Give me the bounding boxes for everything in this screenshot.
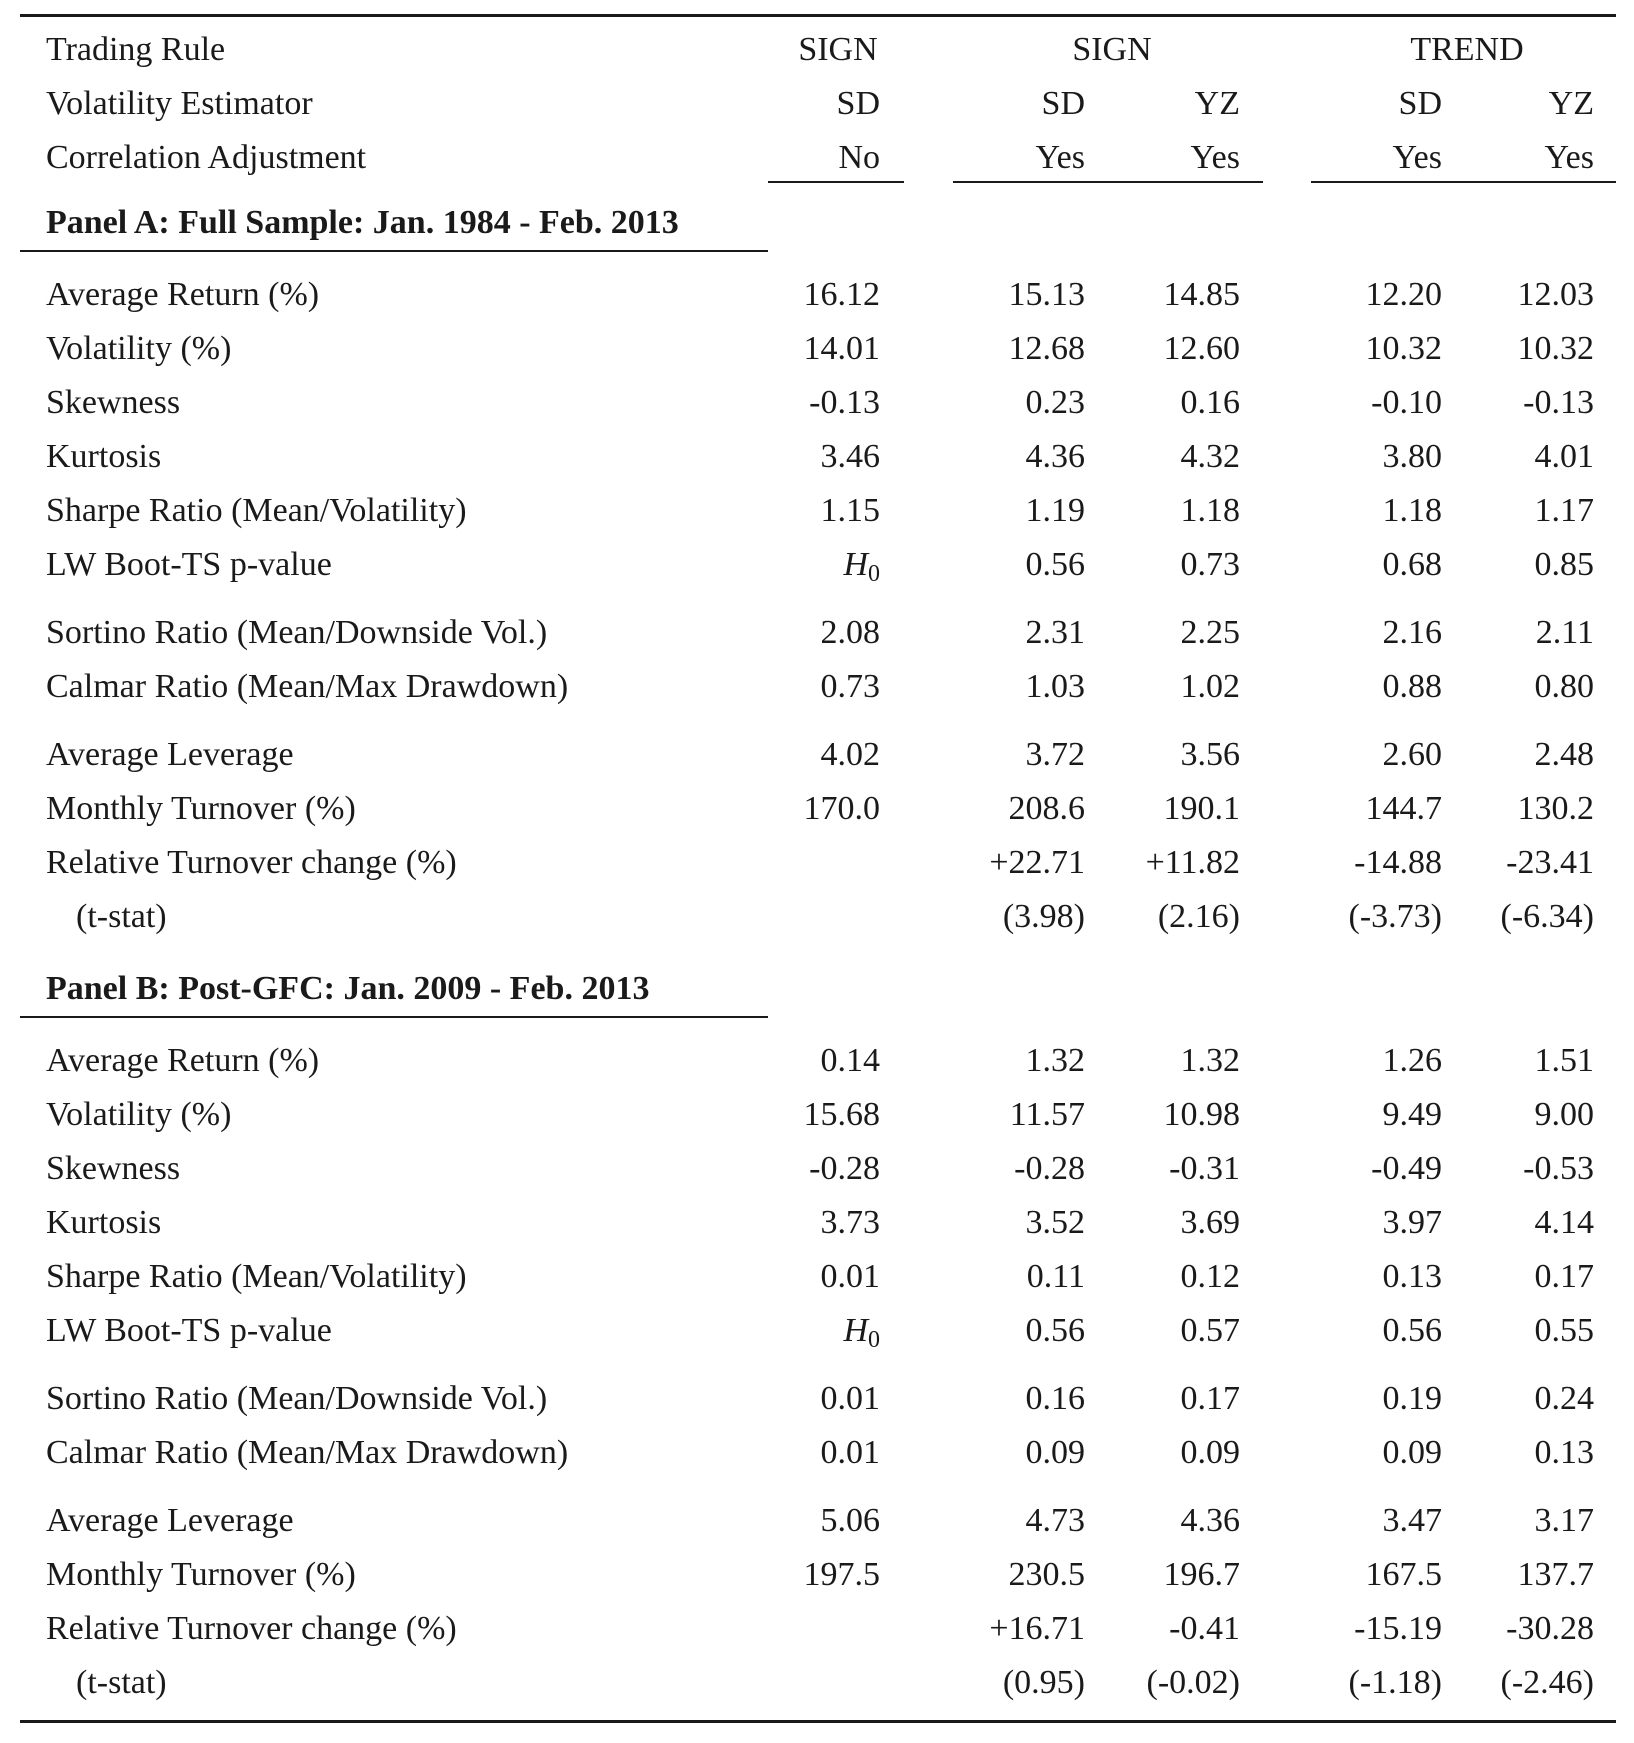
table-cell: 1.15: [820, 492, 880, 529]
row-label: Average Leverage: [46, 736, 294, 773]
row-label: Average Leverage: [46, 1502, 294, 1539]
header-estimator: SD: [1041, 85, 1085, 122]
table-cell: 0.13: [1382, 1258, 1442, 1295]
table-cell: 2.25: [1180, 614, 1240, 651]
group-underline: [1311, 181, 1616, 183]
group-underline: [768, 181, 904, 183]
table-cell: 3.17: [1534, 1502, 1594, 1539]
table-cell: 1.26: [1382, 1042, 1442, 1079]
table-cell: 1.03: [1025, 668, 1085, 705]
table-cell: (-0.02): [1146, 1664, 1240, 1701]
table-cell: 3.97: [1382, 1204, 1442, 1241]
table-cell: -0.41: [1169, 1610, 1240, 1647]
header-adjustment: Yes: [1392, 139, 1442, 176]
table-cell: 9.00: [1534, 1096, 1594, 1133]
table-cell: -0.13: [1523, 384, 1594, 421]
panel-title-rule: [20, 1016, 768, 1018]
table-cell: -0.49: [1371, 1150, 1442, 1187]
table-cell: 4.02: [820, 736, 880, 773]
table-cell: 1.32: [1025, 1042, 1085, 1079]
null-hypothesis-cell: $H_0$: [843, 546, 880, 587]
table-cell: -0.31: [1169, 1150, 1240, 1187]
table-cell: -0.28: [1014, 1150, 1085, 1187]
table-cell: 0.01: [820, 1258, 880, 1295]
table-cell: (-6.34): [1500, 898, 1594, 935]
panel-title-rule: [20, 250, 768, 252]
row-label: Relative Turnover change (%): [46, 844, 457, 881]
row-label: LW Boot-TS p-value: [46, 1312, 332, 1349]
table-cell: 0.14: [820, 1042, 880, 1079]
table-cell: 0.80: [1534, 668, 1594, 705]
table-cell: 0.13: [1534, 1434, 1594, 1471]
table-cell: 2.16: [1382, 614, 1442, 651]
panel-title: Panel B: Post-GFC: Jan. 2009 - Feb. 2013: [46, 970, 650, 1007]
table-cell: 10.32: [1517, 330, 1594, 367]
table-cell: 0.12: [1180, 1258, 1240, 1295]
table-cell: 11.57: [1009, 1096, 1085, 1133]
table-cell: 2.48: [1534, 736, 1594, 773]
row-label: Sharpe Ratio (Mean/Volatility): [46, 492, 467, 529]
table-cell: -23.41: [1506, 844, 1594, 881]
table-cell: 144.7: [1365, 790, 1442, 827]
table-cell: -14.88: [1354, 844, 1442, 881]
row-label: Sortino Ratio (Mean/Downside Vol.): [46, 1380, 548, 1417]
table-cell: 190.1: [1163, 790, 1240, 827]
table-cell: 4.14: [1534, 1204, 1594, 1241]
table-cell: (-3.73): [1348, 898, 1442, 935]
table-cell: 4.36: [1180, 1502, 1240, 1539]
table-cell: 3.52: [1025, 1204, 1085, 1241]
table-cell: +16.71: [989, 1610, 1085, 1647]
row-label: Volatility (%): [46, 1096, 232, 1133]
row-label: Calmar Ratio (Mean/Max Drawdown): [46, 668, 569, 705]
table-cell: 2.31: [1025, 614, 1085, 651]
table-cell: 3.69: [1180, 1204, 1240, 1241]
bottom-rule: [20, 1720, 1616, 1723]
table-cell: 1.17: [1534, 492, 1594, 529]
table-cell: (-2.46): [1500, 1664, 1594, 1701]
table-cell: 0.01: [820, 1380, 880, 1417]
row-label: Skewness: [46, 1150, 181, 1187]
table-cell: 167.5: [1365, 1556, 1442, 1593]
table-cell: 12.60: [1163, 330, 1240, 367]
header-estimator: SD: [836, 85, 880, 122]
row-label: Average Return (%): [46, 1042, 320, 1079]
table-cell: 4.73: [1025, 1502, 1085, 1539]
table-cell: 197.5: [803, 1556, 880, 1593]
table-cell: 0.24: [1534, 1380, 1594, 1417]
row-label: Sharpe Ratio (Mean/Volatility): [46, 1258, 467, 1295]
table-cell: -0.10: [1371, 384, 1442, 421]
table-cell: 12.03: [1517, 276, 1594, 313]
table-cell: (0.95): [1002, 1664, 1085, 1701]
tstat-label: (t-stat): [76, 1664, 167, 1701]
table-cell: 3.72: [1025, 736, 1085, 773]
table-cell: +22.71: [989, 844, 1085, 881]
header-label: Correlation Adjustment: [46, 139, 367, 176]
table-cell: 12.68: [1008, 330, 1085, 367]
row-label: LW Boot-TS p-value: [46, 546, 332, 583]
table-cell: 9.49: [1382, 1096, 1442, 1133]
header-group: TREND: [1410, 31, 1524, 68]
table-cell: 0.56: [1025, 1312, 1085, 1349]
header-group: SIGN: [798, 31, 878, 68]
top-rule: [20, 14, 1616, 17]
row-label: Monthly Turnover (%): [46, 1556, 356, 1593]
table-cell: 0.16: [1025, 1380, 1085, 1417]
table-cell: 1.32: [1180, 1042, 1240, 1079]
table-cell: 0.73: [1180, 546, 1240, 583]
table-cell: 0.57: [1180, 1312, 1240, 1349]
table-cell: 10.32: [1365, 330, 1442, 367]
header-adjustment: No: [838, 139, 880, 176]
table-cell: 4.01: [1534, 438, 1594, 475]
table-cell: -0.13: [809, 384, 880, 421]
table-cell: 0.09: [1025, 1434, 1085, 1471]
header-estimator: SD: [1398, 85, 1442, 122]
table-cell: 1.18: [1180, 492, 1240, 529]
table-cell: -15.19: [1354, 1610, 1442, 1647]
row-label: Kurtosis: [46, 1204, 162, 1241]
table-cell: 1.18: [1382, 492, 1442, 529]
table-cell: 5.06: [820, 1502, 880, 1539]
header-estimator: YZ: [1194, 85, 1240, 122]
header-adjustment: Yes: [1544, 139, 1594, 176]
table-cell: 12.20: [1365, 276, 1442, 313]
header-label: Volatility Estimator: [46, 85, 313, 122]
null-hypothesis-cell: $H_0$: [843, 1312, 880, 1353]
table-cell: 0.23: [1025, 384, 1085, 421]
table-cell: 10.98: [1163, 1096, 1240, 1133]
group-underline: [953, 181, 1263, 183]
row-label: Monthly Turnover (%): [46, 790, 356, 827]
table-cell: 0.11: [1026, 1258, 1085, 1295]
table-cell: 0.17: [1534, 1258, 1594, 1295]
tstat-label: (t-stat): [76, 898, 167, 935]
row-label: Kurtosis: [46, 438, 162, 475]
header-adjustment: Yes: [1035, 139, 1085, 176]
table-cell: 3.73: [820, 1204, 880, 1241]
header-estimator: YZ: [1548, 85, 1594, 122]
table-cell: 0.85: [1534, 546, 1594, 583]
table-cell: 1.51: [1534, 1042, 1594, 1079]
row-label: Relative Turnover change (%): [46, 1610, 457, 1647]
table-cell: 2.11: [1535, 614, 1594, 651]
table-cell: +11.82: [1145, 844, 1240, 881]
table-cell: 2.08: [820, 614, 880, 651]
row-label: Average Return (%): [46, 276, 320, 313]
table-cell: 208.6: [1008, 790, 1085, 827]
table-cell: 3.46: [820, 438, 880, 475]
table-cell: 0.55: [1534, 1312, 1594, 1349]
table-cell: -30.28: [1506, 1610, 1594, 1647]
table-cell: 3.47: [1382, 1502, 1442, 1539]
table-cell: 0.56: [1025, 546, 1085, 583]
table-cell: (2.16): [1157, 898, 1240, 935]
table-cell: 0.88: [1382, 668, 1442, 705]
table-cell: 0.68: [1382, 546, 1442, 583]
panel-title: Panel A: Full Sample: Jan. 1984 - Feb. 2013: [46, 204, 679, 241]
table-cell: 0.73: [820, 668, 880, 705]
table-cell: (-1.18): [1348, 1664, 1442, 1701]
table-cell: 3.56: [1180, 736, 1240, 773]
table-cell: 15.13: [1008, 276, 1085, 313]
table-cell: 4.32: [1180, 438, 1240, 475]
table-cell: 4.36: [1025, 438, 1085, 475]
row-label: Volatility (%): [46, 330, 232, 367]
table-cell: 0.17: [1180, 1380, 1240, 1417]
table-cell: 130.2: [1517, 790, 1594, 827]
table-cell: 0.01: [820, 1434, 880, 1471]
table-cell: 1.19: [1025, 492, 1085, 529]
table-cell: 0.16: [1180, 384, 1240, 421]
table-cell: -0.53: [1523, 1150, 1594, 1187]
table-cell: 230.5: [1008, 1556, 1085, 1593]
table-cell: 15.68: [803, 1096, 880, 1133]
table-cell: 0.09: [1382, 1434, 1442, 1471]
header-group: SIGN: [1072, 31, 1152, 68]
row-label: Sortino Ratio (Mean/Downside Vol.): [46, 614, 548, 651]
table-cell: 16.12: [803, 276, 880, 313]
header-adjustment: Yes: [1190, 139, 1240, 176]
table-cell: 1.02: [1180, 668, 1240, 705]
table-cell: 0.09: [1180, 1434, 1240, 1471]
table-cell: (3.98): [1002, 898, 1085, 935]
row-label: Calmar Ratio (Mean/Max Drawdown): [46, 1434, 569, 1471]
header-label: Trading Rule: [46, 31, 226, 68]
table-cell: 14.01: [803, 330, 880, 367]
table-cell: 0.56: [1382, 1312, 1442, 1349]
table-cell: 2.60: [1382, 736, 1442, 773]
row-label: Skewness: [46, 384, 181, 421]
table-cell: -0.28: [809, 1150, 880, 1187]
table-cell: 137.7: [1517, 1556, 1594, 1593]
table-cell: 3.80: [1382, 438, 1442, 475]
table-cell: 170.0: [803, 790, 880, 827]
table-cell: 14.85: [1163, 276, 1240, 313]
table-cell: 0.19: [1382, 1380, 1442, 1417]
table-cell: 196.7: [1163, 1556, 1240, 1593]
